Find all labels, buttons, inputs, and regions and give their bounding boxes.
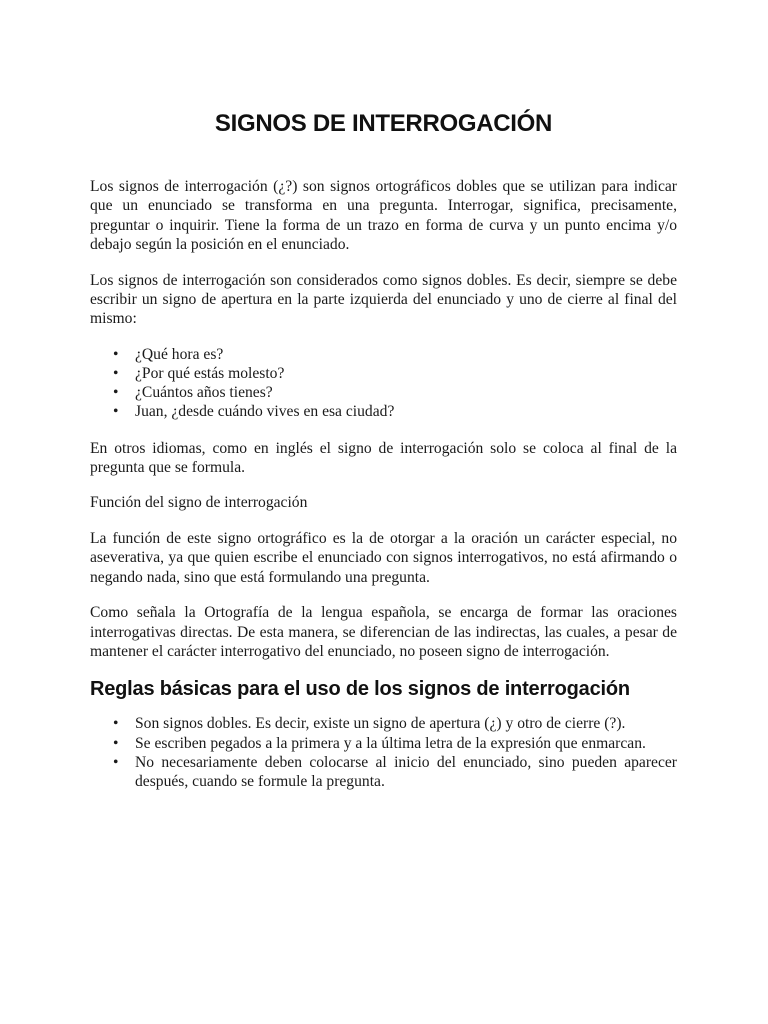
double-signs-paragraph: Los signos de interrogación son considerados como signos dobles. Es decir, siempre se debe escribir un signo de apertura en la parte izquierda del enunciado y uno de cierre al final del mismo: <box>90 271 677 328</box>
function-paragraph: La función de este signo ortográfico es la de otorgar a la oración un carácter especial, no aseverativa, ya que quien escribe el enunciado con signos interrogativos, no está afirmando o negando nada, sino que está formulando una pregunta. <box>90 529 677 586</box>
other-languages-paragraph: En otros idiomas, como en inglés el signo de interrogación solo se coloca al final de la pregunta que se formula. <box>90 439 677 477</box>
function-label: Función del signo de interrogación <box>90 494 308 512</box>
list-item: • ¿Cuántos años tienes? <box>90 383 677 402</box>
list-item: • ¿Qué hora es? <box>90 345 677 364</box>
rules-heading: Reglas básicas para el uso de los signos de interrogación <box>90 678 630 701</box>
intro-paragraph: Los signos de interrogación (¿?) son signos ortográficos dobles que se utilizan para indicar que un enunciado se transforma en una pregunta. Interrogar, significa, precisamente, preguntar o inquirir. Tiene la forma de un trazo en forma de curva y un punto encima y/o debajo según la posición en el enunciado. <box>90 178 677 254</box>
list-item: • ¿Por qué estás molesto? <box>90 364 677 383</box>
examples-list <box>90 345 677 422</box>
list-item: • No necesariamente deben colocarse al inicio del enunciado, sino pueden aparecer después, cuando se formule la pregunta. <box>90 753 677 791</box>
rules-list <box>90 714 677 791</box>
orthography-paragraph: Como señala la Ortografía de la lengua española, se encarga de formar las oraciones interrogativas directas. De esta manera, se diferencian de las indirectas, las cuales, a pesar de mantener el carácter interrogativo del enunciado, no poseen signo de interrogación. <box>90 604 677 660</box>
list-item: • Juan, ¿desde cuándo vives en esa ciudad? <box>90 402 677 421</box>
document-body <box>90 177 677 808</box>
list-item: • Se escriben pegados a la primera y a la última letra de la expresión que enmarcan. <box>90 734 677 753</box>
list-item: • Son signos dobles. Es decir, existe un signo de apertura (¿) y otro de cierre (?). <box>90 714 677 733</box>
document-title: SIGNOS DE INTERROGACIÓN <box>214 110 553 137</box>
